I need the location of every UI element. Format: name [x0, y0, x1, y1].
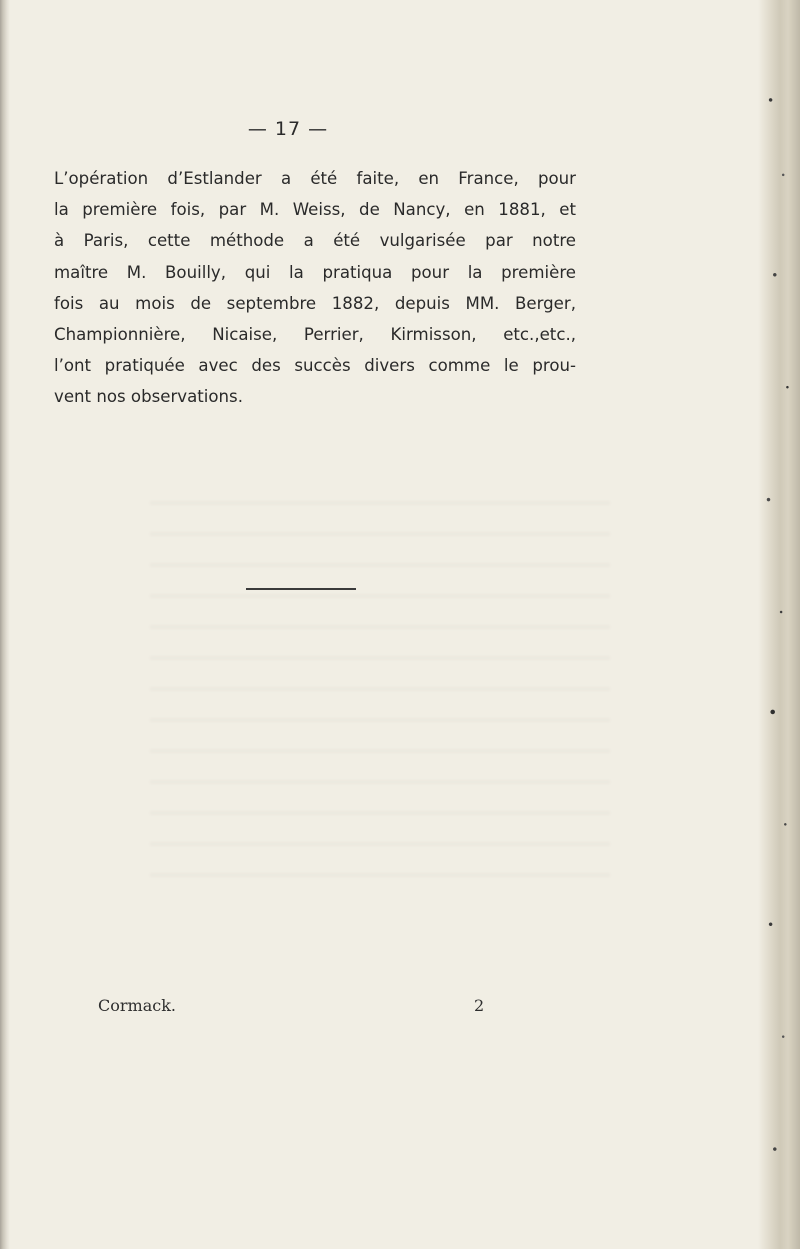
show-through-text: [150, 480, 610, 880]
text-line: la première fois, par M. Weiss, de Nancy, en 1881, et: [54, 200, 576, 220]
body-paragraph: [54, 163, 576, 413]
page-number: — 17 —: [247, 118, 329, 140]
text-line: l’ont pratiquée avec des succès divers comme le prou-: [54, 356, 576, 376]
adjacent-page-edge: [758, 0, 800, 1249]
text-line: Championnière, Nicaise, Perrier, Kirmisson, etc.,etc.,: [54, 325, 576, 345]
footer-sheet-number: 2: [474, 996, 485, 1015]
text-line: à Paris, cette méthode a été vulgarisée par notre: [54, 231, 576, 251]
text-line: fois au mois de septembre 1882, depuis MM. Berger,: [54, 293, 576, 313]
text-line: vent nos observations.: [54, 387, 243, 407]
footer-signature: Cormack.: [98, 996, 176, 1015]
section-divider: [246, 588, 356, 590]
text-line: L’opération d’Estlander a été faite, en France, pour: [54, 169, 576, 188]
binding-edge: [0, 0, 10, 1249]
text-line: maître M. Bouilly, qui la pratiqua pour la première: [54, 262, 576, 282]
